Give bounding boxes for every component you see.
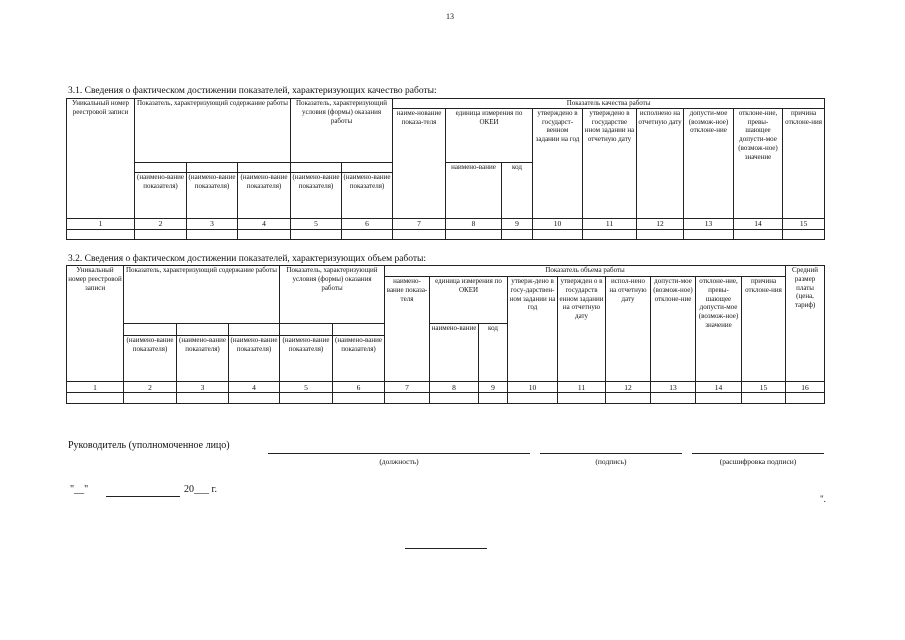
column-number: 8 [446,218,502,229]
header-unit-name: наимено-вание [430,324,479,382]
column-number: 3 [187,218,238,229]
decoding-line [692,453,824,454]
sub-label: (наимено-вание показателя) [333,336,385,382]
header-indicator-name: наимено-вание показа-теля [385,277,430,382]
header-indicator-name: наиме-нование показа-теля [393,108,446,218]
header-registry-number: Уникальный номер реестровой записи [67,266,124,382]
column-number: 9 [479,382,508,393]
column-number: 14 [696,382,742,393]
header-unit-code: код [479,324,508,382]
signature-line [540,453,682,454]
column-number: 1 [67,382,124,393]
header-unit-code: код [502,162,533,218]
column-number: 2 [124,382,177,393]
header-unit-name: наимено-вание [446,162,502,218]
column-number: 5 [291,218,342,229]
section-title-volume: 3.2. Сведения о фактическом достижении показателей, характеризующих объем работы: [68,254,427,264]
sub-label: (наимено-вание показателя) [280,336,333,382]
sub-label: (наимено-вание показателя) [238,172,291,218]
column-number: 9 [502,218,533,229]
section-title-quality: 3.1. Сведения о фактическом достижении показателей, характеризующих качество работы: [68,86,437,96]
sub-label: (наимено-вание показателя) [342,172,393,218]
sub-label: (наимено-вание показателя) [229,336,280,382]
sub-label: (наимено-вание показателя) [124,336,177,382]
column-number: 15 [783,218,825,229]
header-content-indicator: Показатель, характеризующий содержание работы [124,266,280,324]
header-allowed-deviation: допусти-мое (возмож-ное) отклоне-ние [684,108,734,218]
header-excess-deviation: отклоне-ние, превы-шающее допусти-мое (возмож-ное) значение [696,277,742,382]
header-approved-year: утверждено в государст-венном задании на год [533,108,583,218]
sub-label: (наимено-вание показателя) [177,336,229,382]
page-number: 13 [446,12,454,21]
signature-caption: (подпись) [595,457,627,466]
header-content-indicator: Показатель, характеризующий содержание работы [135,99,291,163]
column-number: 8 [430,382,479,393]
header-reason: причина отклоне-ния [783,108,825,218]
header-excess-deviation: отклоне-ние, превы-шающее допусти-мое (возмож-ное) значение [734,108,783,218]
date-year: 20___ г. [184,484,217,495]
table-row [67,229,825,239]
column-number: 13 [684,218,734,229]
column-number: 11 [558,382,606,393]
header-average-fee: Средний размер платы (цена, тариф) [786,266,825,382]
header-unit-okei: единица измерения по ОКЕИ [430,277,508,324]
header-reason: причина отклоне-ния [742,277,786,382]
column-number: 7 [393,218,446,229]
date-month-line [106,496,180,497]
header-allowed-deviation: допусти-мое (возмож-ное) отклоне-ние [651,277,696,382]
sub-label: (наимено-вание показателя) [135,172,187,218]
position-line [268,453,530,454]
header-registry-number: Уникальный номер реестровой записи [67,99,135,219]
quality-table [66,98,825,240]
column-number: 11 [583,218,637,229]
sub-label: (наимено-вание показателя) [291,172,342,218]
footer-rule [405,548,487,549]
column-number: 15 [742,382,786,393]
column-number: 12 [637,218,684,229]
header-quality-indicator: Показатель качества работы [393,99,825,109]
column-number: 5 [280,382,333,393]
header-condition-indicator: Показатель, характеризующий условия (формы) оказания работы [291,99,393,163]
position-caption: (должность) [379,457,419,466]
column-number: 6 [342,218,393,229]
header-executed: испол-нено на отчетную дату [606,277,651,382]
column-number: 16 [786,382,825,393]
column-number: 3 [177,382,229,393]
column-number: 4 [229,382,280,393]
column-number: 4 [238,218,291,229]
header-unit-okei: единица измерения по ОКЕИ [446,108,533,162]
header-approved-year: утверж-дено в госу-дарствен-ном задании на год [508,277,558,382]
volume-table [66,265,825,404]
sub-label: (наимено-вание показателя) [187,172,238,218]
header-volume-indicator: Показатель объема работы [385,266,786,277]
column-number: 10 [508,382,558,393]
column-number: 14 [734,218,783,229]
header-approved-date: утверждено в государстве нном задании на отчетную дату [583,108,637,218]
column-number: 1 [67,218,135,229]
closing-quote: ". [820,494,826,504]
column-number: 12 [606,382,651,393]
header-executed: исполнено на отчетную дату [637,108,684,218]
header-approved-date: утвержден о в государств енном задании на отчетную дату [558,277,606,382]
date-day: "__" [70,484,89,495]
table-row [67,393,825,404]
head-label: Руководитель (уполномоченное лицо) [68,440,230,451]
column-number: 2 [135,218,187,229]
column-number: 6 [333,382,385,393]
column-number: 7 [385,382,430,393]
decoding-caption: (расшифровка подписи) [719,457,797,466]
column-number: 10 [533,218,583,229]
header-condition-indicator: Показатель, характеризующий условия (формы) оказания работы [280,266,385,324]
column-number: 13 [651,382,696,393]
